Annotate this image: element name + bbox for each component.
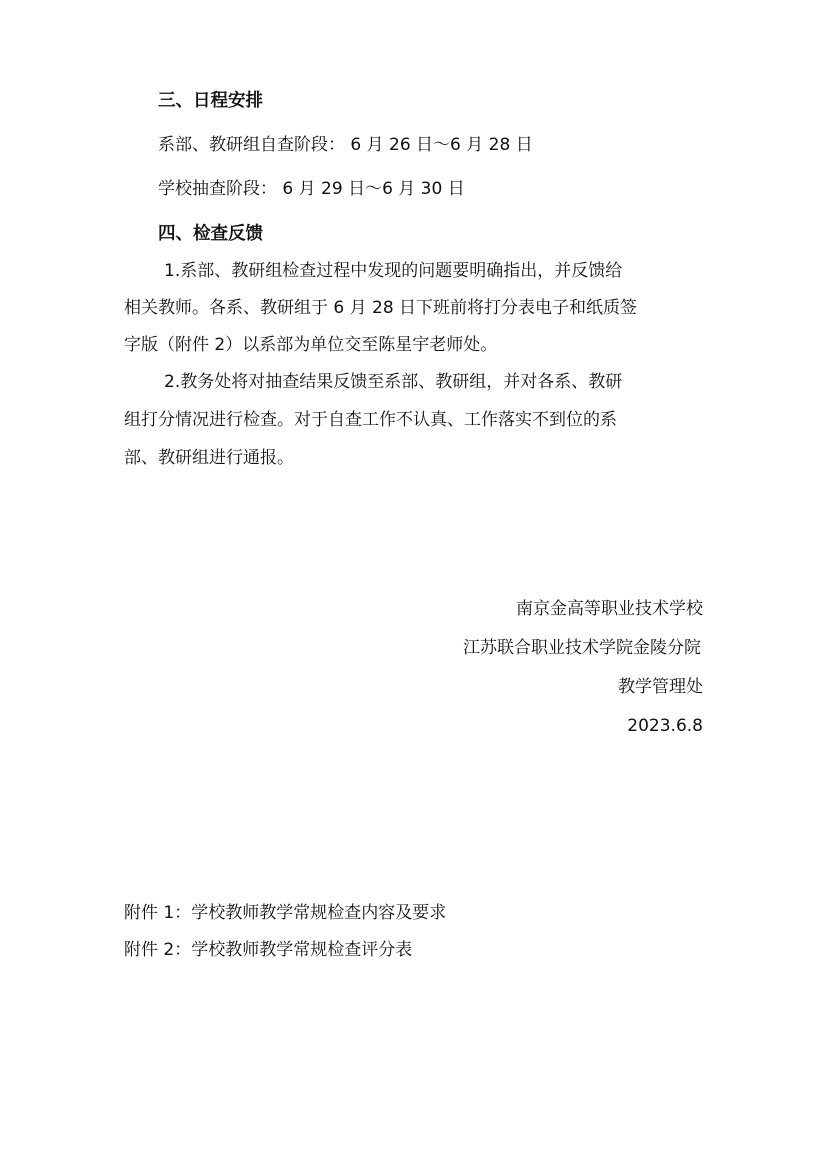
signature-date: 2023.6.8 (627, 716, 703, 736)
feedback-item2-line1: 2.教务处将对抽查结果反馈至系部、教研组，并对各系、教研 (164, 372, 623, 392)
signature-org2: 江苏联合职业技术学院金陵分院 (463, 638, 701, 658)
section-heading-schedule: 三、日程安排 (158, 91, 263, 111)
dept-self-check-line: 系部、教研组自查阶段： 6 月 26 日～6 月 28 日 (158, 135, 533, 155)
signature-org1: 南京金高等职业技术学校 (516, 599, 703, 619)
feedback-item1-line2: 相关教师。各系、教研组于 6 月 28 日下班前将打分表电子和纸质签 (124, 298, 638, 318)
feedback-item2-line3: 部、教研组进行通报。 (124, 448, 294, 468)
section-heading-feedback: 四、检查反馈 (158, 224, 263, 244)
feedback-item1-line1: 1.系部、教研组检查过程中发现的问题要明确指出，并反馈给 (164, 261, 623, 281)
attachment-1: 附件 1：学校教师教学常规检查内容及要求 (124, 903, 447, 923)
attachment-2: 附件 2：学校教师教学常规检查评分表 (124, 940, 413, 960)
signature-office: 教学管理处 (618, 677, 703, 697)
feedback-item2-line2: 组打分情况进行检查。对于自查工作不认真、工作落实不到位的系 (124, 410, 617, 430)
feedback-item1-line3: 字版（附件 2）以系部为单位交至陈星宇老师处。 (124, 335, 498, 355)
school-spot-check-line: 学校抽查阶段： 6 月 29 日～6 月 30 日 (158, 179, 465, 199)
